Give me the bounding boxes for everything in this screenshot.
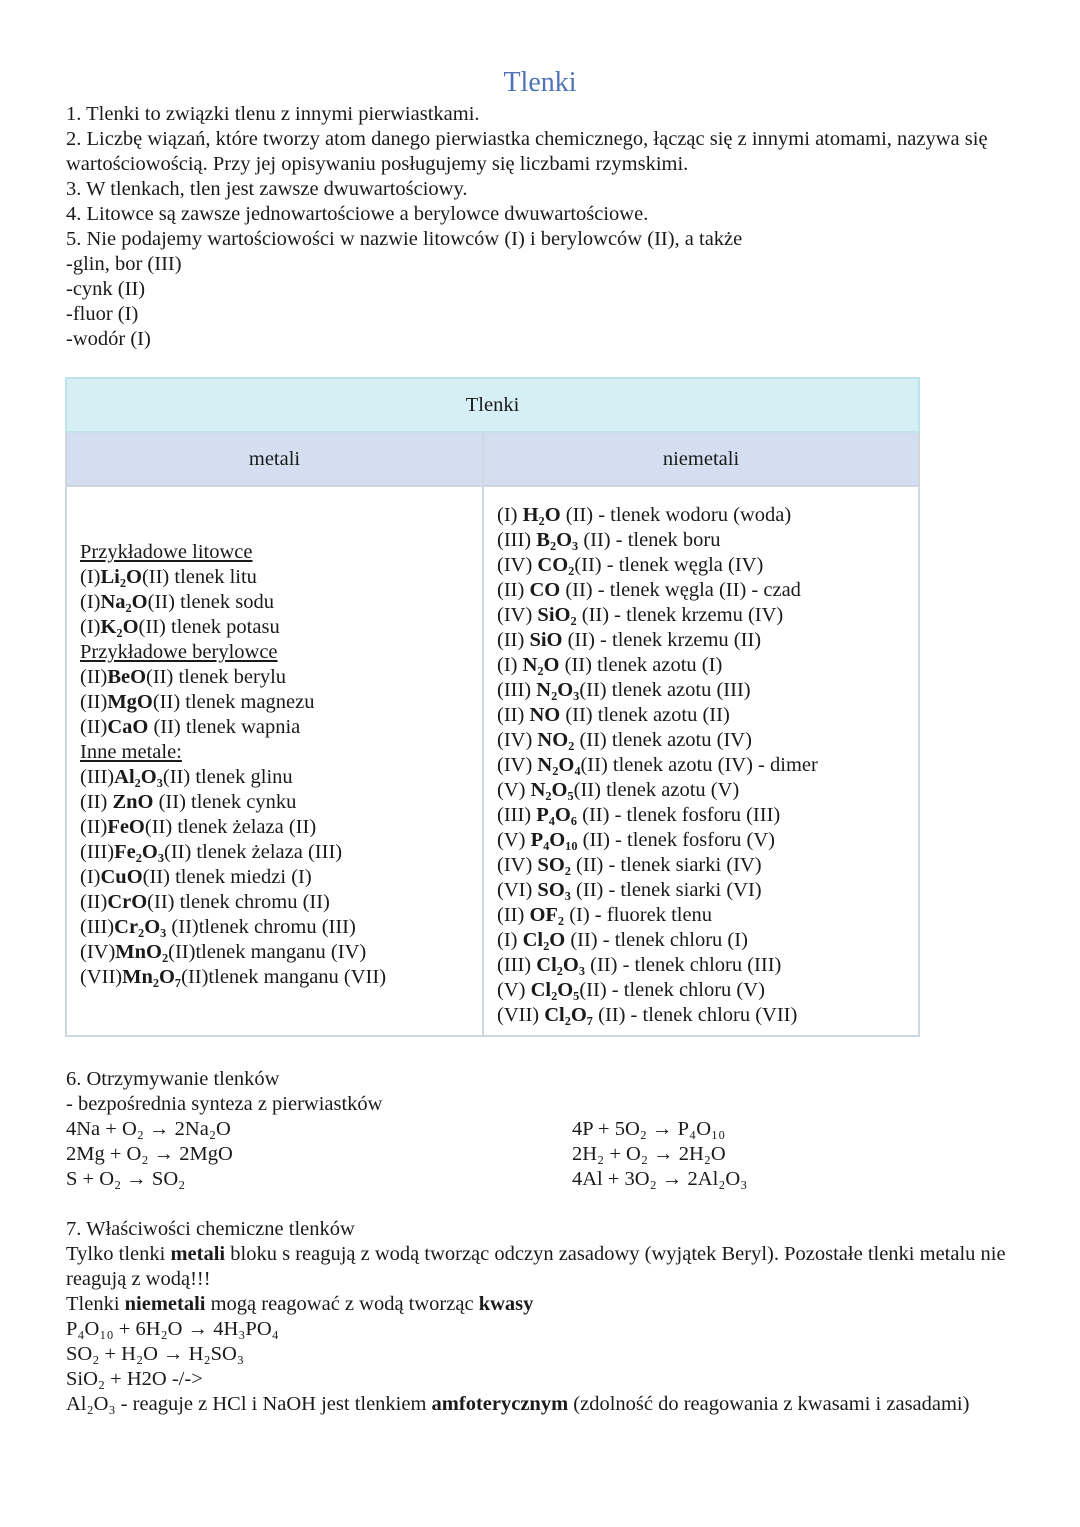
text-run: (zdolność do reagowania z kwasami i zasadami) <box>568 1393 970 1415</box>
group-heading: Inne metale: <box>80 741 182 763</box>
oxide-formula: NO <box>529 704 561 726</box>
intro-point-5: 5. Nie podajemy wartościowości w nazwie litowców (I) i berylowców (II), a także <box>66 228 743 250</box>
oxide-name: (II) tlenek litu <box>141 566 257 588</box>
section-7-paragraph-metals <box>66 1242 1026 1292</box>
valence-prefix: (I) <box>80 566 101 588</box>
oxide-entry <box>497 653 918 678</box>
equation-line: SiO₂ + H2O -/-> <box>66 1368 203 1390</box>
oxide-name: (II) - tlenek chloru (V) <box>579 979 765 1001</box>
oxide-name: (II) tlenek azotu (IV) <box>574 729 752 751</box>
oxide-entry <box>80 915 482 940</box>
valence-prefix: (II) <box>80 716 108 738</box>
oxide-entry <box>80 965 482 990</box>
valence-prefix: (I) <box>80 591 101 613</box>
valence-prefix: (III) <box>497 529 537 551</box>
intro-list <box>66 102 1026 352</box>
valence-prefix: (VI) <box>497 879 538 901</box>
valence-prefix: (I) <box>497 654 523 676</box>
valence-prefix: (I) <box>80 616 101 638</box>
bold-term-niemetali: niemetali <box>124 1293 206 1315</box>
oxide-formula: NO₂ <box>537 729 575 751</box>
oxide-formula: Cl₂O₇ <box>544 1004 593 1026</box>
equation-line: 4P + 5O₂ → P₄O₁₀ <box>572 1118 726 1140</box>
oxide-formula: SiO <box>529 629 563 651</box>
text-run: Tlenki <box>66 1293 125 1315</box>
nonmetals-cell <box>483 486 919 1036</box>
oxide-name: (II) - tlenek siarki (IV) <box>570 854 762 876</box>
valence-prefix: (II) <box>497 704 530 726</box>
oxide-name: (II) - tlenek boru <box>578 529 721 551</box>
equation-line: 2Mg + O₂ → 2MgO <box>66 1143 233 1165</box>
equation-line: 4Na + O₂ → 2Na₂O <box>66 1118 231 1140</box>
oxide-name: (II) - tlenek wodoru (woda) <box>560 504 792 526</box>
text-run: bloku s reagują z wodą tworząc odczyn zasadowy (wyjątek Beryl). Pozostałe tlenki metalu nie reagują z wodą!!! <box>66 1243 1006 1290</box>
valence-prefix: (IV) <box>497 854 538 876</box>
oxide-name: (II)tlenek manganu (IV) <box>168 941 367 963</box>
table-header: Tlenki <box>66 378 919 432</box>
nonmetal-oxides-list <box>484 487 918 1028</box>
valence-prefix: (III) <box>80 766 115 788</box>
oxide-formula: Cr₂O₃ <box>114 916 167 938</box>
valence-prefix: (V) <box>497 779 531 801</box>
oxide-formula: SiO₂ <box>537 604 577 626</box>
valence-prefix: (II) <box>80 816 108 838</box>
oxide-name: (II) tlenek magnezu <box>152 691 315 713</box>
oxide-entry <box>497 728 918 753</box>
oxide-entry <box>80 840 482 865</box>
page-title: Tlenki <box>503 67 577 98</box>
text-run: Al₂O₃ - reaguje z HCl i NaOH jest tlenkiem <box>66 1393 432 1415</box>
oxide-name: (II) tlenek azotu (I) <box>559 654 723 676</box>
oxide-formula: BeO <box>107 666 147 688</box>
oxide-entry <box>497 878 918 903</box>
intro-point-2: 2. Liczbę wiązań, które tworzy atom danego pierwiastka chemicznego, łącząc się z innymi atomami, nazywa się wartościowością. Przy jej opisywaniu posługujemy się liczbami rzymskimi. <box>66 128 988 175</box>
oxide-entry <box>80 940 482 965</box>
valence-prefix: (I) <box>497 504 523 526</box>
valence-prefix: (II) <box>497 629 530 651</box>
oxide-name: (II) - tlenek siarki (VI) <box>570 879 762 901</box>
oxide-name: (II) tlenek azotu (V) <box>573 779 740 801</box>
oxide-formula: MnO₂ <box>115 941 169 963</box>
oxide-formula: SO₃ <box>537 879 571 901</box>
oxide-name: (II) - tlenek węgla (II) - czad <box>560 579 801 601</box>
oxide-formula: FeO <box>107 816 145 838</box>
oxide-entry <box>497 678 918 703</box>
oxide-name: (II) tlenek chromu (II) <box>147 891 330 913</box>
oxide-name: (II) tlenek żelaza (II) <box>144 816 317 838</box>
oxide-formula: ZnO <box>112 791 154 813</box>
intro-point-4: 4. Litowce są zawsze jednowartościowe a berylowce dwuwartościowe. <box>66 203 649 225</box>
group-heading: Przykładowe berylowce <box>80 641 278 663</box>
oxide-entry <box>497 978 918 1003</box>
oxide-entry <box>497 578 918 603</box>
oxide-formula: P₄O₆ <box>536 804 578 826</box>
valence-prefix: (I) <box>497 929 523 951</box>
oxide-entry <box>497 778 918 803</box>
valence-prefix: (IV) <box>497 554 538 576</box>
oxide-formula: CO <box>529 579 561 601</box>
oxide-name: (II) - tlenek węgla (IV) <box>574 554 764 576</box>
intro-exception-fluor: -fluor (I) <box>66 303 139 325</box>
oxide-name: (II) tlenek sodu <box>147 591 275 613</box>
oxide-entry <box>497 703 918 728</box>
oxide-name: (II) - tlenek fosforu (III) <box>577 804 781 826</box>
oxide-name: (II) tlenek miedzi (I) <box>142 866 312 888</box>
oxide-formula: Cl₂O₅ <box>530 979 580 1001</box>
bold-term-kwasy: kwasy <box>478 1293 534 1315</box>
oxide-formula: H₂O <box>522 504 561 526</box>
valence-prefix: (VII) <box>497 1004 545 1026</box>
oxide-formula: N₂O₄ <box>537 754 581 776</box>
oxide-entry <box>497 928 918 953</box>
oxide-formula: Al₂O₃ <box>114 766 163 788</box>
oxide-formula: CrO <box>107 891 148 913</box>
intro-point-1: 1. Tlenki to związki tlenu z innymi pierwiastkami. <box>66 103 480 125</box>
oxide-entry <box>80 865 482 890</box>
section-6-heading: 6. Otrzymywanie tlenków <box>66 1068 280 1090</box>
section-7-paragraph-amphoteric <box>66 1392 1026 1417</box>
valence-prefix: (I) <box>80 866 101 888</box>
oxide-formula: B₂O₃ <box>536 529 579 551</box>
bold-term-metali: metali <box>170 1243 226 1265</box>
oxide-entry <box>497 903 918 928</box>
oxide-entry <box>80 790 482 815</box>
intro-exception-wodor: -wodór (I) <box>66 328 151 350</box>
oxide-name: (II) - tlenek krzemu (II) <box>562 629 762 651</box>
oxide-entry <box>80 890 482 915</box>
oxide-formula: CuO <box>100 866 143 888</box>
oxide-name: (II) tlenek glinu <box>162 766 293 788</box>
valence-prefix: (III) <box>80 841 115 863</box>
oxide-entry <box>497 828 918 853</box>
valence-prefix: (III) <box>80 916 115 938</box>
section-7 <box>66 1217 1026 1417</box>
oxide-name: (II) - tlenek chloru (VII) <box>593 1004 798 1026</box>
oxide-name: (II) - tlenek chloru (III) <box>585 954 782 976</box>
section-6-equations-right <box>572 1117 747 1192</box>
oxide-formula: MgO <box>107 691 153 713</box>
oxide-formula: CaO <box>107 716 149 738</box>
oxide-formula: Li₂O <box>100 566 142 588</box>
oxide-formula: CO₂ <box>537 554 575 576</box>
oxide-entry <box>80 615 482 640</box>
oxide-name: (II) tlenek azotu (III) <box>579 679 751 701</box>
text-run: mogą reagować z wodą tworząc <box>205 1293 479 1315</box>
intro-exception-glin-bor: -glin, bor (III) <box>66 253 182 275</box>
oxide-formula: OF₂ <box>529 904 565 926</box>
oxide-entry <box>497 1003 918 1028</box>
section-7-paragraph-nonmetals <box>66 1292 1026 1317</box>
oxide-name: (II) tlenek berylu <box>146 666 287 688</box>
oxide-name: (II) tlenek cynku <box>153 791 297 813</box>
valence-prefix: (IV) <box>497 604 538 626</box>
valence-prefix: (II) <box>497 579 530 601</box>
valence-prefix: (III) <box>497 954 537 976</box>
oxide-formula: SO₂ <box>537 854 571 876</box>
section-6 <box>66 1067 383 1192</box>
oxide-formula: N₂O₅ <box>530 779 574 801</box>
oxide-entry <box>497 528 918 553</box>
group-heading: Przykładowe litowce <box>80 541 253 563</box>
oxides-table <box>65 377 920 1037</box>
valence-prefix: (VII) <box>80 966 123 988</box>
valence-prefix: (IV) <box>80 941 116 963</box>
oxide-formula: K₂O <box>100 616 139 638</box>
oxide-formula: N₂O₃ <box>536 679 580 701</box>
oxide-name: (II) tlenek żelaza (III) <box>164 841 343 863</box>
oxide-name: (II) tlenek azotu (IV) - dimer <box>580 754 818 776</box>
section-6-subheading: - bezpośrednia synteza z pierwiastków <box>66 1093 383 1115</box>
metal-oxides-list <box>67 487 482 990</box>
oxide-entry <box>80 815 482 840</box>
oxide-entry <box>80 565 482 590</box>
oxide-entry <box>497 753 918 778</box>
oxide-entry <box>80 665 482 690</box>
oxide-entry <box>497 853 918 878</box>
oxide-formula: Fe₂O₃ <box>114 841 164 863</box>
oxide-name: (II) tlenek azotu (II) <box>560 704 730 726</box>
oxide-name: (II) - tlenek chloru (I) <box>565 929 748 951</box>
valence-prefix: (V) <box>497 979 531 1001</box>
equation-line: 2H₂ + O₂ → 2H₂O <box>572 1143 726 1165</box>
oxide-name: (II) tlenek potasu <box>138 616 280 638</box>
oxide-entry <box>497 503 918 528</box>
intro-point-3: 3. W tlenkach, tlen jest zawsze dwuwartościowy. <box>66 178 468 200</box>
oxide-entry <box>80 590 482 615</box>
oxide-entry <box>497 603 918 628</box>
oxide-name: (I) - fluorek tlenu <box>564 904 713 926</box>
oxide-name: (II)tlenek chromu (III) <box>166 916 356 938</box>
oxide-entry <box>80 715 482 740</box>
equation-line: S + O₂ → SO₂ <box>66 1168 186 1190</box>
oxide-entry <box>497 803 918 828</box>
oxide-entry <box>497 553 918 578</box>
column-header-nonmetals: niemetali <box>483 432 919 486</box>
valence-prefix: (V) <box>497 829 531 851</box>
valence-prefix: (II) <box>80 666 108 688</box>
metals-cell <box>66 486 483 1036</box>
bold-term-amfoterycznym: amfoterycznym <box>431 1393 569 1415</box>
intro-exception-cynk: -cynk (II) <box>66 278 146 300</box>
equation-line: SO₂ + H₂O → H₂SO₃ <box>66 1343 244 1365</box>
text-run: Tylko tlenki <box>66 1243 171 1265</box>
oxide-entry <box>80 690 482 715</box>
oxide-name: (II)tlenek manganu (VII) <box>181 966 387 988</box>
oxide-entry <box>80 765 482 790</box>
valence-prefix: (II) <box>80 791 113 813</box>
oxide-formula: Cl₂O <box>522 929 566 951</box>
valence-prefix: (IV) <box>497 754 538 776</box>
valence-prefix: (II) <box>497 904 530 926</box>
oxide-formula: N₂O <box>522 654 560 676</box>
valence-prefix: (III) <box>497 679 537 701</box>
oxide-formula: Na₂O <box>100 591 148 613</box>
valence-prefix: (IV) <box>497 729 538 751</box>
oxide-name: (II) - tlenek krzemu (IV) <box>576 604 784 626</box>
oxide-name: (II) tlenek wapnia <box>148 716 301 738</box>
section-7-heading: 7. Właściwości chemiczne tlenków <box>66 1218 355 1240</box>
oxide-formula: P₄O₁₀ <box>530 829 578 851</box>
oxide-formula: Mn₂O₇ <box>122 966 182 988</box>
oxide-entry <box>497 628 918 653</box>
oxide-name: (II) - tlenek fosforu (V) <box>577 829 776 851</box>
valence-prefix: (II) <box>80 891 108 913</box>
column-header-metals: metali <box>66 432 483 486</box>
valence-prefix: (III) <box>497 804 537 826</box>
equation-line: 4Al + 3O₂ → 2Al₂O₃ <box>572 1168 748 1190</box>
oxide-formula: Cl₂O₃ <box>536 954 586 976</box>
oxide-entry <box>497 953 918 978</box>
equation-line: P₄O₁₀ + 6H₂O → 4H₃PO₄ <box>66 1318 279 1340</box>
valence-prefix: (II) <box>80 691 108 713</box>
